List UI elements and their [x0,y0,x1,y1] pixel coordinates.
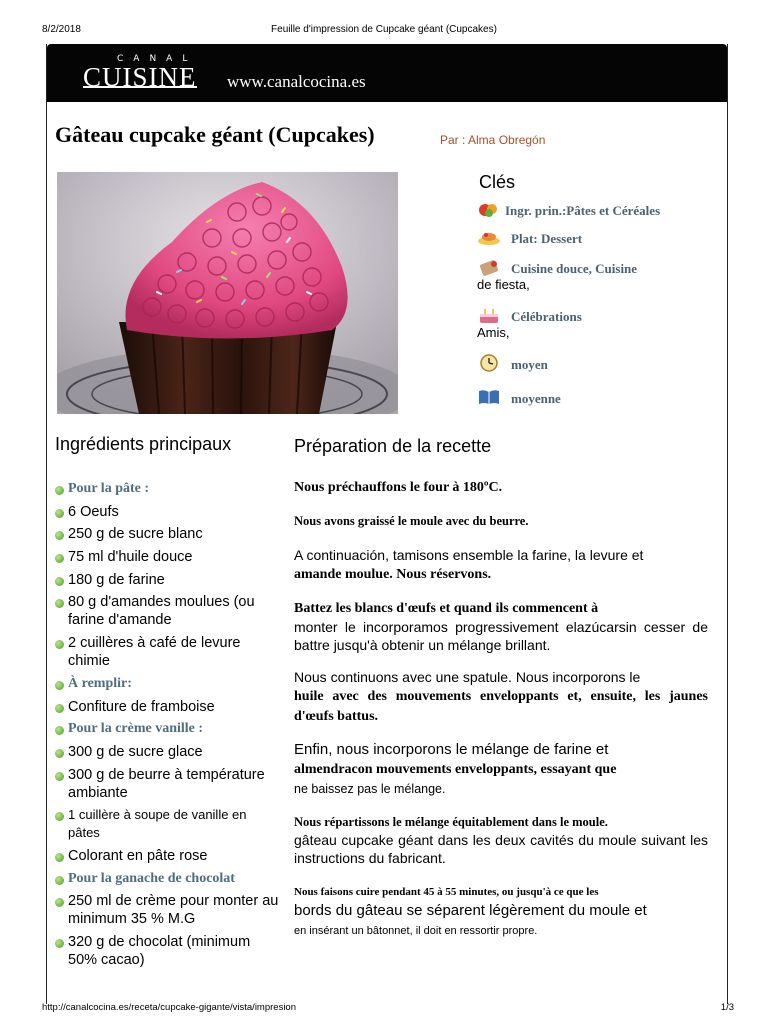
prep-step-7 [294,812,708,867]
ingredient-item: 2 cuillères à café de levure chimie [55,634,281,670]
site-banner [47,44,727,102]
ingredient-section: Pour la pâte : [55,480,281,498]
prep-step-3 [294,546,708,584]
prep-step-5 [294,668,708,726]
ingredient-item: Confiture de framboise [55,698,281,716]
keys-heading: Clés [479,172,516,192]
ingredient-item: 250 g de sucre blanc [55,525,281,543]
ingredient-item: 300 g de beurre à température ambiante [55,766,281,802]
cupcake-illustration [57,172,398,414]
logo-cuisine-text: CUISINE [83,64,197,88]
cupcake-photo [57,172,398,414]
prep-step-8 [294,881,708,940]
open-book-icon [477,388,501,406]
print-date: 8/2/2018 [42,24,81,35]
prep-step-text: Nous préchauffons le four à 180ºC. [294,480,503,495]
recipe-title: Gâteau cupcake géant (Cupcakes) [55,122,375,147]
prep-step-text: gâteau cupcake géant dans les deux cavités du moule suivant les instructions du fabricant. [294,832,708,866]
prep-step-2 [294,511,708,530]
ingredient-item: 6 Oeufs [55,503,281,521]
ingredient-item: 80 g d'amandes moulues (ou farine d'amande [55,593,281,629]
key-time [477,354,717,373]
prep-step-text: Nous répartissons le mélange équitablement dans le moule. [294,815,608,829]
key-value: Plat: Dessert [511,231,583,246]
ingredient-section: À remplir: [55,675,281,693]
key-main-ingredient [477,200,717,219]
prep-step-text: almendracon mouvements enveloppants, essayant que [294,762,617,777]
recipe-author: Par : Alma Obregón [440,133,546,147]
key-value: Ingr. prin.:Pâtes et Céréales [505,203,661,218]
prep-step-text: Battez les blancs d'œufs et quand ils commencent à [294,601,599,616]
key-value: moyen [511,357,548,372]
page-number: 1/3 [720,1002,734,1013]
key-continuation: Amis, [477,325,510,340]
ingredient-item: 1 cuillère à soupe de vanille en pâtes [55,806,281,842]
key-value: Célébrations [511,309,582,324]
key-continuation: de fiesta, [477,277,530,292]
print-header [0,24,768,40]
ingredient-item: 250 ml de crème pour monter au minimum 35 % M.G [55,892,281,928]
preparation-heading: Préparation de la recette [294,436,492,456]
key-value: moyenne [511,391,561,406]
key-cuisine [477,258,717,293]
ingredient-item: 320 g de chocolat (minimum 50% cacao) [55,933,281,969]
site-url[interactable]: www.canalcocina.es [227,72,366,91]
preparation-steps [294,477,708,954]
ingredient-item: 180 g de farine [55,571,281,589]
prep-step-text: Nous faisons cuire pendant 45 à 55 minutes, ou jusqu'à ce que les [294,886,599,898]
ingredients-heading: Ingrédients principaux [55,434,232,454]
key-occasion [477,306,717,341]
prep-step-text: Enfin, nous incorporons le mélange de farine et [294,741,609,758]
canal-cuisine-logo[interactable] [83,54,213,92]
fruit-basket-icon [477,200,501,218]
ingredient-item: Colorant en pâte rose [55,847,281,865]
prep-step-text: bords du gâteau se séparent légèrement du moule et [294,902,647,919]
key-difficulty [477,388,717,407]
recipe-board-icon [477,258,501,276]
prep-step-6 [294,740,708,798]
plated-dish-icon [477,228,501,246]
prep-step-text: amande moulue. Nous réservons. [294,567,492,582]
print-source-url[interactable]: http://canalcocina.es/receta/cupcake-gigante/vista/impresion [42,1002,296,1013]
prep-step-text: monter le incorporamos progressivement elazúcarsin cesser de battre jusqu'à obtenir un mélange brillant. [294,619,708,653]
ingredient-item: 300 g de sucre glace [55,743,281,761]
printed-page [46,44,728,1004]
prep-step-text: ne baissez pas le mélange. [294,782,446,796]
clock-icon [477,354,501,372]
ingredient-section: Pour la crème vanille : [55,720,281,738]
prep-step-4 [294,598,708,654]
prep-step-text: A continuación, tamisons ensemble la farine, la levure et [294,547,644,563]
prep-step-text: en insérant un bâtonnet, il doit en ressortir propre. [294,925,538,937]
prep-step-text: Nous continuons avec une spatule. Nous incorporons le [294,669,641,685]
prep-step-text: huile avec des mouvements enveloppants et, ensuite, les jaunes d'œufs battus. [294,689,708,724]
ingredient-item: 75 ml d'huile douce [55,548,281,566]
birthday-cake-icon [477,306,501,324]
logo-canal-text: CANAL [117,54,198,64]
prep-step-1 [294,477,708,497]
ingredient-section: Pour la ganache de chocolat [55,870,281,888]
ingredients-list [55,480,281,974]
key-value: Cuisine douce, Cuisine [511,261,638,276]
key-dish-type [477,228,717,247]
prep-step-text: Nous avons graissé le moule avec du beurre. [294,514,529,528]
print-document-title: Feuille d'impression de Cupcake géant (Cupcakes) [271,24,497,35]
